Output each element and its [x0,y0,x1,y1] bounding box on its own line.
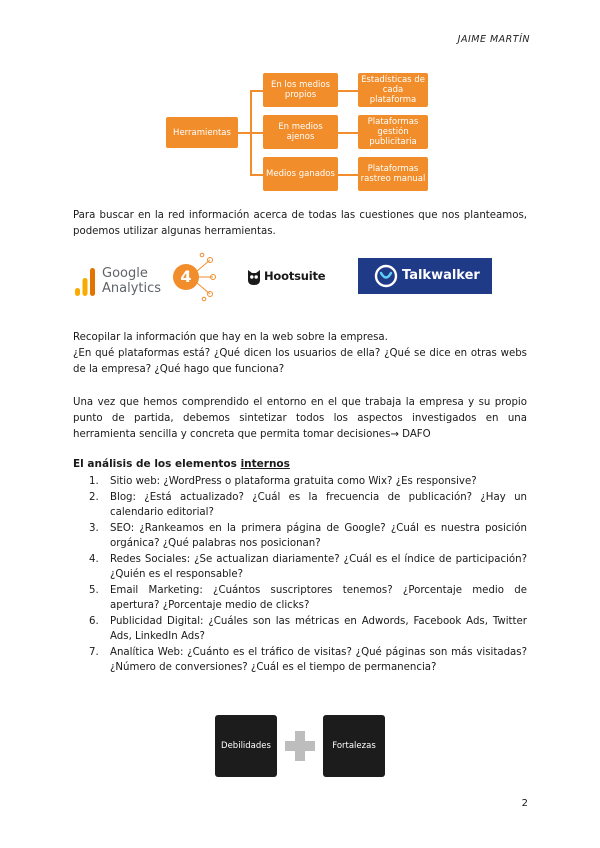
heading-underlined: internos [240,458,290,470]
diagram-root-node: Herramientas [166,117,238,148]
list-item-number: 3. [89,522,99,534]
page-number: 2 [521,798,528,809]
ga4-number: 4 [180,267,192,286]
diagram-branch-earned-media: Medios ganados [263,157,338,191]
heading-prefix: El análisis de los elementos [73,458,241,470]
intro-paragraph: Para buscar en la red información acerca de todas las cuestiones que nos planteamos, podemos utilizar algunas herramientas. [73,210,527,237]
tool-logos [73,252,527,302]
google-wordmark: Google [102,266,148,281]
connector [338,132,358,134]
list-item-text: Analítica Web: ¿Cuánto es el tráfico de visitas? ¿Qué páginas son más visitadas? ¿Número de conversiones? ¿Cuál es el tiempo de permanencia? [110,646,527,673]
header-author: JAIME MARTÍN [457,34,530,45]
dafo-paragraph: Una vez que hemos comprendido el entorno en el que trabaja la empresa y su propio punto de partida, debemos sintetizar todos los aspectos investigados en una herramienta sencilla y concreta que permita tomar decisiones→ DAFO [73,397,527,440]
list-item [73,645,527,676]
hootsuite-logo [246,267,336,289]
diagram-leaf-statistics: Estadísticas de cada plataforma [358,73,428,107]
list-item-number: 1. [89,476,99,487]
list-item [73,583,527,614]
diagram-leaf-ad-platforms: Plataformas gestión publicitaria [358,115,428,149]
list-item [73,552,527,583]
strengths-box: Fortalezas [323,715,385,777]
connector [338,174,358,176]
connector [250,90,263,92]
research-line1: Recopilar la información que hay en la web sobre la empresa. [73,332,388,343]
talkwalker-wordmark: Talkwalker [402,268,480,283]
talkwalker-logo [358,258,492,294]
talkwalker-mark-icon [374,264,398,288]
list-item [73,614,527,645]
hootsuite-wordmark: Hootsuite [264,269,326,283]
list-item [73,474,527,490]
research-questions: ¿En qué plataformas está? ¿Qué dicen los usuarios de ella? ¿Qué se dice en otras webs de la empresa? ¿Qué hago que funciona? [73,348,527,375]
weaknesses-box: Debilidades [215,715,277,777]
internal-elements-list [73,474,527,676]
list-item-number: 5. [89,584,99,596]
connector [238,132,250,134]
list-item-number: 2. [89,491,99,503]
analytics-wordmark: Analytics [102,281,162,296]
diagram-leaf-tracking-platforms: Plataformas rastreo manual [358,157,428,191]
list-item-number: 4. [89,553,99,565]
connector [250,174,263,176]
list-item [73,521,527,552]
connector [250,132,263,134]
connector [338,90,358,92]
list-item-text: Sitio web: ¿WordPress o plataforma gratuita como Wix? ¿Es responsive? [110,476,477,487]
plus-icon [285,731,315,761]
google-analytics-logo [73,252,218,302]
analytics-bars-icon [75,266,97,298]
list-item-text: SEO: ¿Rankeamos en la primera página de Google? ¿Cuál es nuestra posición orgánica? ¿Qué palabras nos posicionan? [110,522,527,549]
list-item-text: Publicidad Digital: ¿Cuáles son las métricas en Adwords, Facebook Ads, Twitter Ads, LinkedIn Ads? [110,615,527,642]
diagram-branch-own-media: En los medios propios [263,73,338,107]
research-paragraph [73,330,527,378]
diagram-branch-external-media: En medios ajenos [263,115,338,149]
list-item-text: Redes Sociales: ¿Se actualizan diariamente? ¿Cuál es el índice de participación? ¿Quién es el responsable? [110,553,527,580]
internal-analysis-heading [73,458,290,470]
list-item-text: Blog: ¿Está actualizado? ¿Cuál es la frecuencia de publicación? ¿Hay un calendario editorial? [110,491,527,518]
owl-icon [246,269,262,286]
list-item [73,490,527,521]
list-item-number: 7. [89,646,99,658]
list-item-text: Email Marketing: ¿Cuántos suscriptores tenemos? ¿Porcentaje medio de apertura? ¿Porcentaje medio de clicks? [110,584,527,611]
list-item-number: 6. [89,615,99,627]
